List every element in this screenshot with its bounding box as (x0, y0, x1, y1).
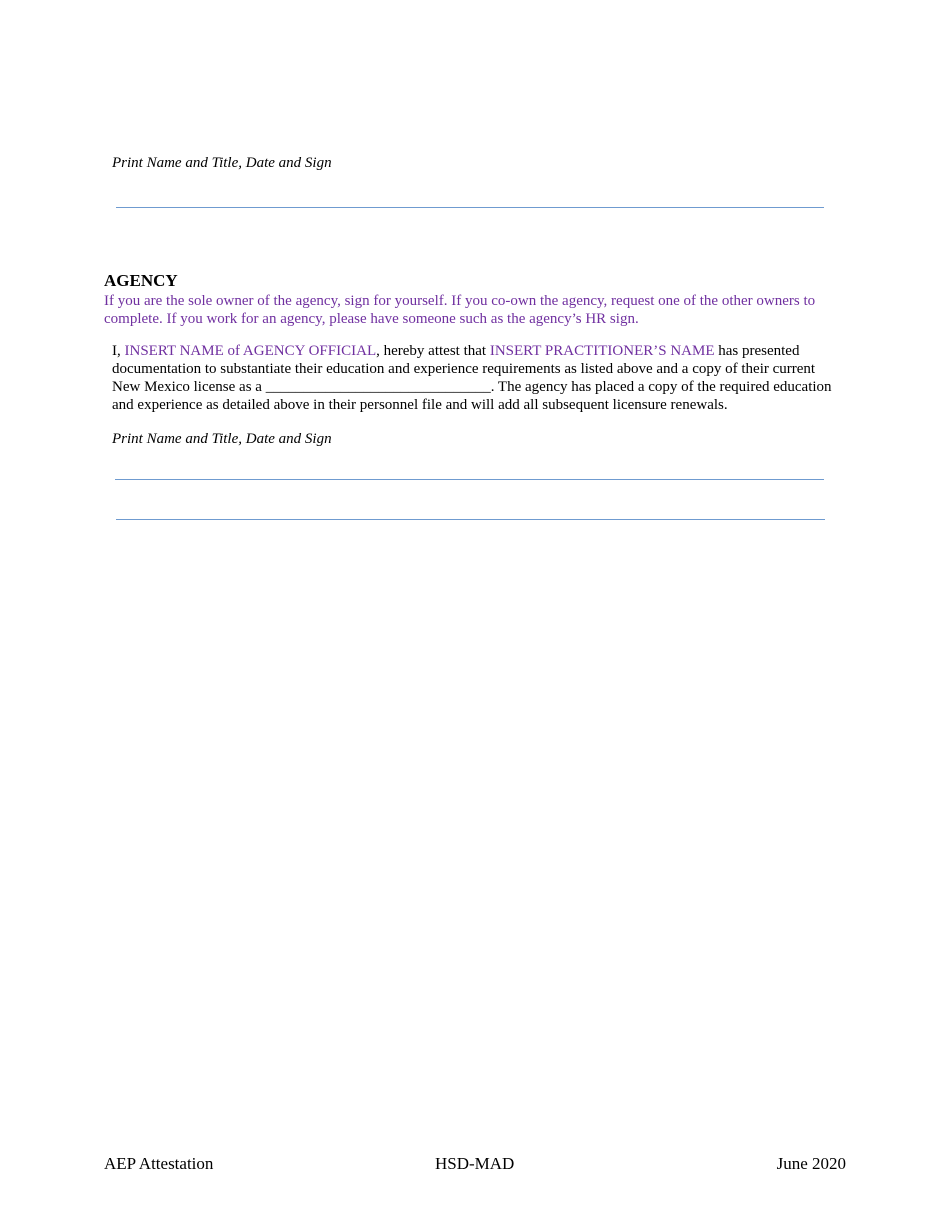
top-signature-line[interactable] (116, 207, 824, 208)
agency-signature-line-2[interactable] (116, 519, 825, 520)
attestation-text-3: has presented documentation to substantiate their education and experience requirements as listed above and a copy of their current New Mexico license as a (112, 343, 816, 395)
agency-official-placeholder[interactable]: INSERT NAME of AGENCY OFFICIAL (124, 343, 377, 359)
attestation-text-2: , hereby attest that (376, 343, 490, 359)
agency-signature-label: Print Name and Title, Date and Sign (112, 431, 332, 447)
agency-signature-line-1[interactable] (115, 479, 824, 480)
footer-center: HSD-MAD (435, 1154, 515, 1173)
agency-instructions: If you are the sole owner of the agency, sign for yourself. If you co-own the agency, request one of the other owners to complete. If you work for an agency, please have someone such as the agency’s HR sign. (104, 293, 816, 327)
attestation-text-1: I, (112, 343, 125, 359)
practitioner-name-placeholder[interactable]: INSERT PRACTITIONER’S NAME (489, 343, 715, 359)
footer-left: AEP Attestation (104, 1154, 214, 1173)
agency-heading: AGENCY (104, 271, 178, 290)
attestation-paragraph (112, 342, 842, 414)
footer-right: June 2020 (776, 1154, 846, 1173)
attestation-text-4: . The agency has placed a copy of the required education and experience as detailed above in their personnel file and will add all subsequent licensure renewals. (112, 379, 832, 413)
top-signature-label: Print Name and Title, Date and Sign (112, 155, 332, 171)
license-type-blank[interactable]: ______________________________ (265, 379, 491, 395)
